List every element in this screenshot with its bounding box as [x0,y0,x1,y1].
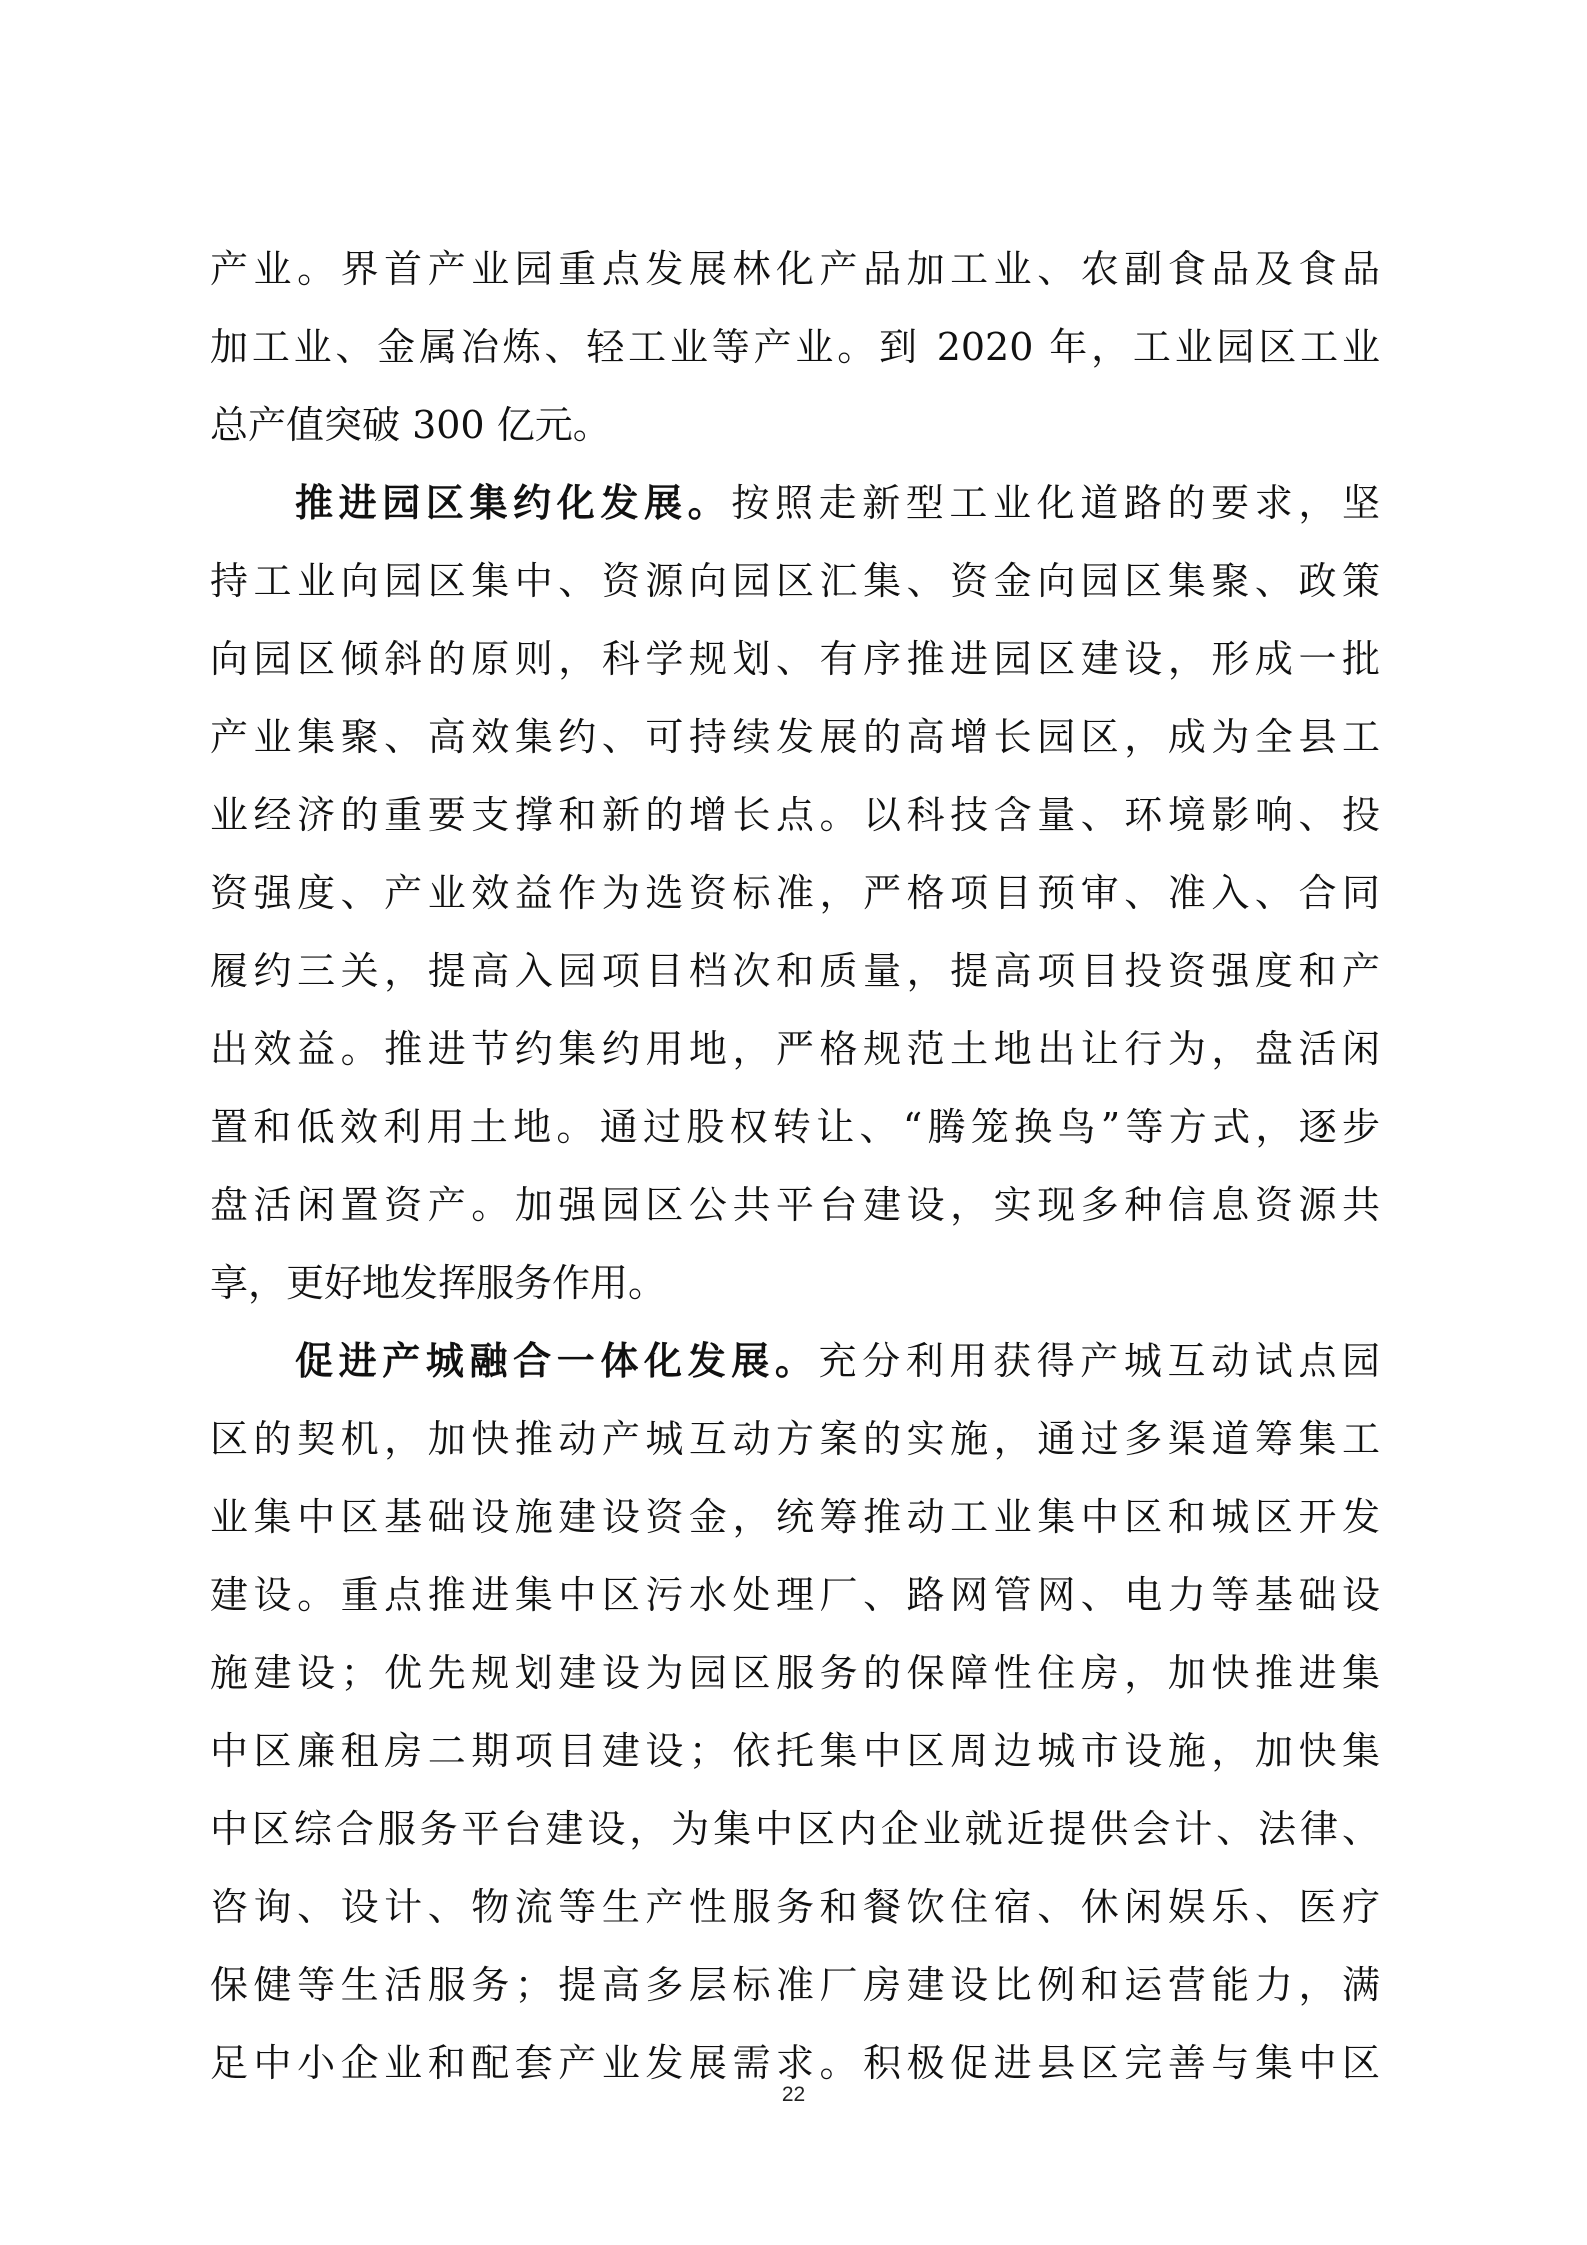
text-line: 业经济的重要支撑和新的增长点。以科技含量、环境影响、投 [210,793,1380,837]
text-line: 向园区倾斜的原则，科学规划、有序推进园区建设，形成一批 [210,637,1380,681]
text-line: 产业集聚、高效集约、可持续发展的高增长园区，成为全县工 [210,715,1380,759]
text-line: 持工业向园区集中、资源向园区汇集、资金向园区集聚、政策 [210,559,1380,603]
text-line: 咨询、设计、物流等生产性服务和餐饮住宿、休闲娱乐、医疗 [210,1885,1380,1929]
paragraph-intensive-development [210,464,1380,1322]
text-line: 置和低效利用土地。通过股权转让、“腾笼换鸟”等方式，逐步 [210,1105,1380,1149]
paragraph-city-industry-integration [210,1322,1380,2102]
paragraph-text: 充分利用获得产城互动试点园 [818,1339,1380,1383]
text-line: 足中小企业和配套产业发展需求。积极促进县区完善与集中区 [210,2041,1380,2085]
text-line: 区的契机，加快推动产城互动方案的实施，通过多渠道筹集工 [210,1417,1380,1461]
text-line: 出效益。推进节约集约用地，严格规范土地出让行为，盘活闲 [210,1027,1380,1071]
text-line: 产业。界首产业园重点发展林化产品加工业、农副食品及食品 [210,247,1380,291]
text-line: 中区廉租房二期项目建设；依托集中区周边城市设施，加快集 [210,1729,1380,1773]
text-line: 业集中区基础设施建设资金，统筹推动工业集中区和城区开发 [210,1495,1380,1539]
text-line: 中区综合服务平台建设，为集中区内企业就近提供会计、法律、 [210,1807,1380,1851]
paragraph-industry-parks [210,230,1380,464]
paragraph-heading: 推进园区集约化发展。 [295,480,732,525]
text-line: 施建设；优先规划建设为园区服务的保障性住房，加快推进集 [210,1651,1380,1695]
text-line [210,1322,1380,1400]
text-line: 加工业、金属冶炼、轻工业等产业。到 2020 年，工业园区工业 [210,325,1380,369]
paragraph-text: 按照走新型工业化道路的要求，坚 [731,481,1380,525]
text-line: 盘活闲置资产。加强园区公共平台建设，实现多种信息资源共 [210,1183,1380,1227]
text-line: 建设。重点推进集中区污水处理厂、路网管网、电力等基础设 [210,1573,1380,1617]
document-body [210,230,1380,2102]
text-line: 资强度、产业效益作为选资标准，严格项目预审、准入、合同 [210,871,1380,915]
text-line: 履约三关，提高入园项目档次和质量，提高项目投资强度和产 [210,949,1380,993]
paragraph-heading: 促进产城融合一体化发展。 [295,1338,819,1383]
text-line [210,464,1380,542]
text-line: 享，更好地发挥服务作用。 [210,1261,667,1305]
page-number: 22 [781,2083,806,2106]
text-line: 总产值突破 300 亿元。 [210,403,611,447]
text-line: 保健等生活服务；提高多层标准厂房建设比例和运营能力，满 [210,1963,1380,2007]
